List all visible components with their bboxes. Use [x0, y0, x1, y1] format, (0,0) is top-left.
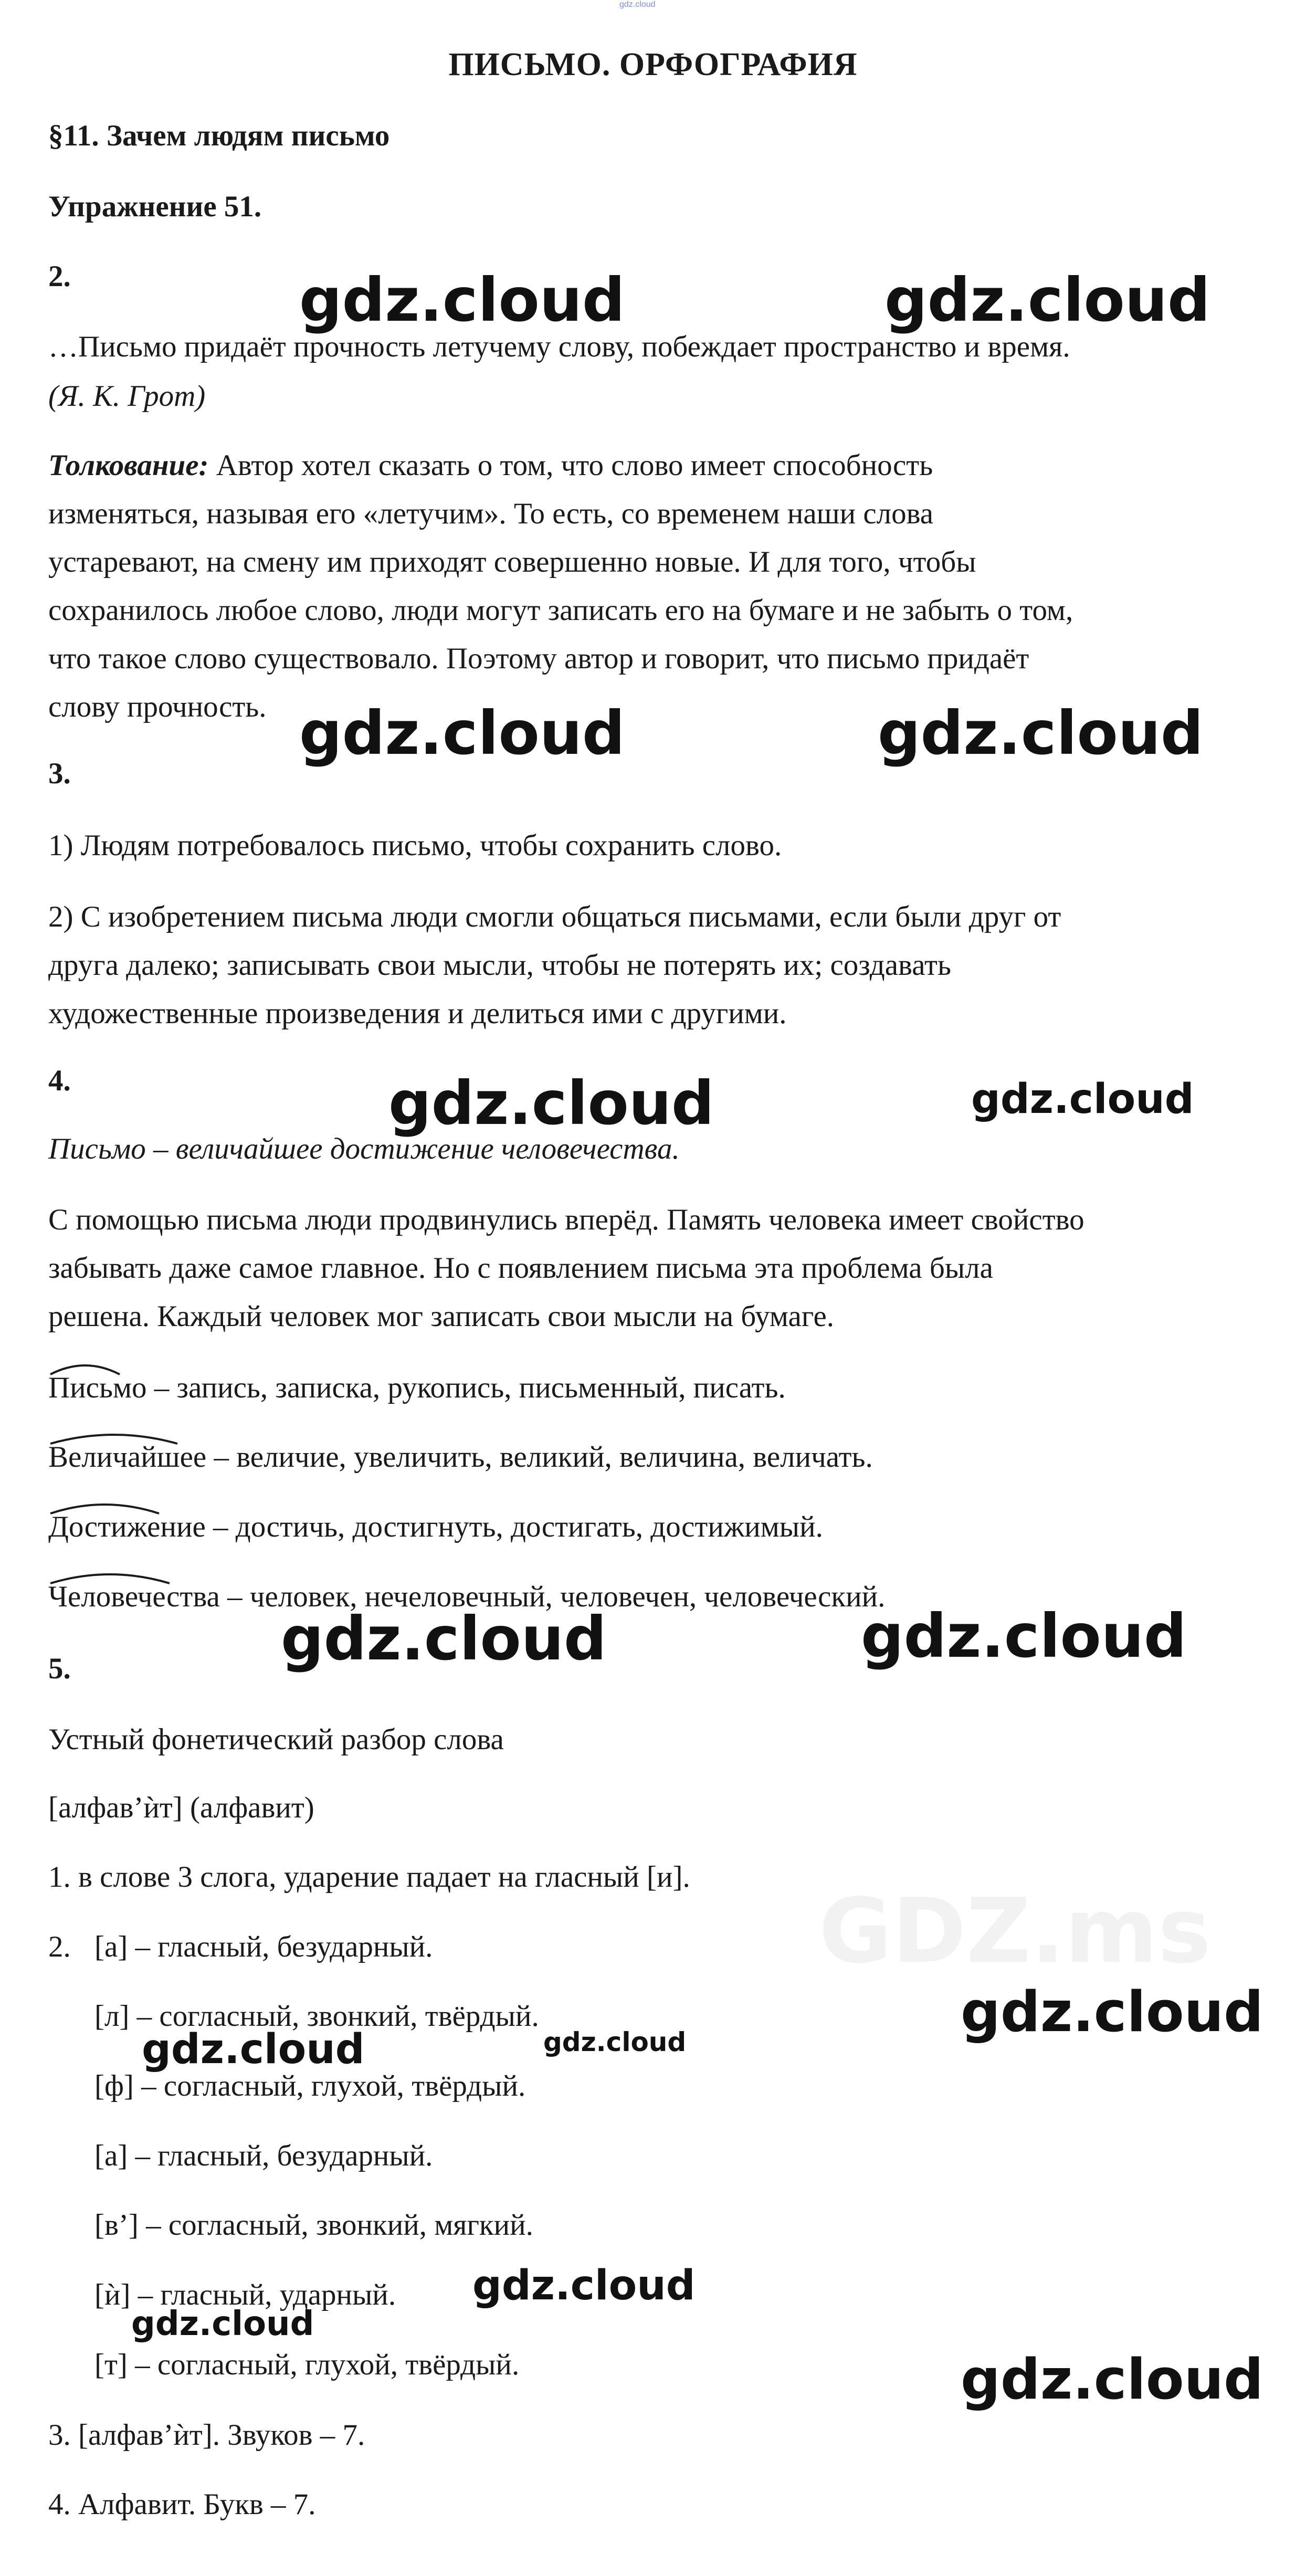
task-2-interpretation-line: [48, 450, 933, 480]
top-watermark: gdz.cloud: [619, 0, 656, 9]
page-title: ПИСЬМО. ОРФОГРАФИЯ: [448, 47, 858, 82]
task-4-text-line: С помощью письма люди продвинулись вперёд. Память человека имеет свойство: [48, 1203, 1084, 1236]
watermark-text: gdz.cloud: [299, 265, 625, 335]
task-4-word-family: Достижение – достичь, достигнуть, достигать, достижимый.: [48, 1510, 823, 1543]
task-4-text-line: решена. Каждый человек мог записать свои мысли на бумаге.: [48, 1300, 835, 1333]
watermark-text: gdz.cloud: [961, 1980, 1264, 2044]
task-4-word-family: Письмо – запись, записка, рукопись, письменный, писать.: [48, 1371, 786, 1404]
task-5-heading: Устный фонетический разбор слова: [48, 1723, 504, 1756]
task-2-text-line: устаревают, на смену им приходят совершенно новые. И для того, чтобы: [48, 545, 976, 579]
task-4-text-line: забывать даже самое главное. Но с появлением письма эта проблема была: [48, 1252, 993, 1285]
task-2-text-line: что такое слово существовало. Поэтому автор и говорит, что письмо придаёт: [48, 642, 1029, 675]
sound-description: [т] – согласный, глухой, твёрдый.: [94, 2348, 520, 2381]
task-5-item-3: 3. [алфав’ѝт]. Звуков – 7.: [48, 2419, 365, 2452]
interpretation-label: Толкование:: [48, 449, 209, 482]
background-ghost-watermark: GDZ.ms: [819, 1879, 1211, 1983]
task-5-item-1: 1. в слове 3 слога, ударение падает на гласный [и].: [48, 1860, 690, 1894]
exercise-heading: Упражнение 51.: [48, 190, 262, 223]
task-2-quote: …Письмо придаёт прочность летучему слову, побеждает пространство и время.: [48, 330, 1070, 363]
task-2-text-line: изменяться, называя его «летучим». То есть, со временем наши слова: [48, 497, 934, 530]
watermark-text: gdz.cloud: [281, 1604, 607, 1674]
task-5-item-4: 4. Алфавит. Букв – 7.: [48, 2488, 316, 2521]
sound-description: [ѝ] – гласный, ударный.: [94, 2278, 396, 2311]
task-4-quote: Письмо – величайшее достижение человечества.: [48, 1132, 680, 1165]
watermark-text: gdz.cloud: [472, 2262, 696, 2309]
watermark-text: gdz.cloud: [884, 265, 1210, 335]
sound-description: [а] – гласный, безударный.: [94, 2139, 433, 2172]
watermark-text: gdz.cloud: [388, 1068, 714, 1138]
sound-description: [а] – гласный, безударный.: [94, 1930, 433, 1963]
watermark-text: gdz.cloud: [299, 698, 625, 768]
task-4-word-family: Величайшее – величие, увеличить, великий, величина, величать.: [48, 1441, 873, 1474]
sound-description: [в’] – согласный, звонкий, мягкий.: [94, 2209, 533, 2242]
watermark-text: gdz.cloud: [131, 2305, 314, 2343]
task-2-number: 2.: [48, 260, 71, 293]
task-3-answer-1: 1) Людям потребовалось письмо, чтобы сохранить слово.: [48, 829, 782, 862]
task-5-transcription: [алфав’ѝт] (алфавит): [48, 1791, 314, 1824]
paragraph-heading: §11. Зачем людям письмо: [48, 119, 390, 152]
watermark-text: gdz.cloud: [543, 2027, 687, 2057]
task-4-number: 4.: [48, 1064, 71, 1097]
watermark-text: gdz.cloud: [971, 1076, 1194, 1123]
watermark-text: gdz.cloud: [878, 698, 1204, 768]
task-5-item-2-number: 2.: [48, 1930, 71, 1963]
task-3-answer-2: 2) С изобретением письма люди смогли общаться письмами, если были друг от: [48, 900, 1061, 933]
watermark-text: gdz.cloud: [861, 1601, 1187, 1671]
task-2-author: (Я. К. Грот): [48, 380, 206, 413]
watermark-text: gdz.cloud: [142, 2026, 365, 2073]
task-3-answer-2-cont: художественные произведения и делиться ими с другими.: [48, 997, 787, 1030]
sound-description: [л] – согласный, звонкий, твёрдый.: [94, 2000, 539, 2033]
task-4-word-family: Человечества – человек, нечеловечный, человечен, человеческий.: [48, 1580, 886, 1613]
task-3-answer-2-cont: друга далеко; записывать свои мысли, чтобы не потерять их; создавать: [48, 949, 951, 982]
watermark-text: gdz.cloud: [961, 2347, 1264, 2412]
sound-description: [ф] – согласный, глухой, твёрдый.: [94, 2069, 526, 2102]
task-3-number: 3.: [48, 757, 71, 790]
interpretation-text: Автор хотел сказать о том, что слово имеет способность: [216, 449, 933, 482]
task-2-text-line: сохранилось любое слово, люди могут записать его на бумаге и не забыть о том,: [48, 594, 1073, 627]
task-2-text-line: слову прочность.: [48, 690, 267, 723]
task-5-number: 5.: [48, 1652, 71, 1685]
